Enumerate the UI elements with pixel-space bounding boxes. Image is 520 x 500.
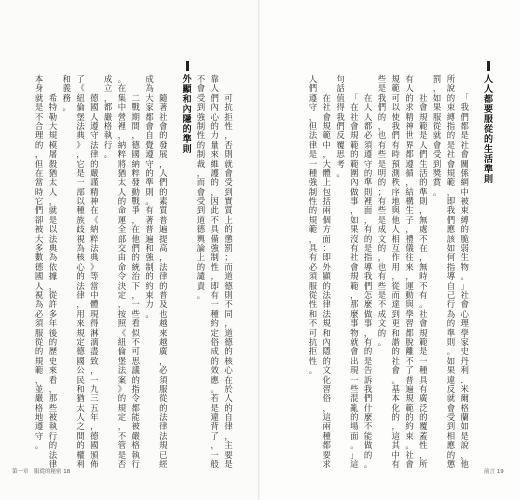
text-column: 有 人 的 求 精 神 世 界 都 遵 循 ， 結 構 生 子 ， 禮 儀 往 來 ， 運 動 與 學 習 都 脫 離 不 了 普 遍 規 範 的 約 束 。 社 會 <box>405 74 414 470</box>
book-gutter <box>258 0 260 500</box>
section-heading: 人 人 都 要 服 從 的 生 活 準 則 <box>483 75 493 185</box>
text-column: 成 立 ， 都 嚴 格 執 行 。 <box>103 74 113 160</box>
text-column: 所 說 的 束 縛 指 的 是 社 會 規 範 ， 即 我 們 應 該 如 何 指 導 自 己 行 為 的 準 則 。 如 果 違 反 就 會 受 到 相 應 的 懲 <box>446 74 456 470</box>
text-column: 希 特 勒 大 規 模 屠 殺 猶 太 人 ， 就 是 以 法 典 為 依 據 ， 從 許 多 年 後 的 歷 史 來 看 ， 那 些 被 執 行 的 法 律 <box>48 92 58 470</box>
heading-marker <box>487 61 490 71</box>
text-column: 社 會 規 範 是 人 們 生 活 的 準 則 ， 無 處 不 在 ， 無 時 不 有 。 社 會 規 範 是 一 種 具 有 廣 泛 的 覆 蓋 性 ， 所 <box>419 92 428 470</box>
text-column: 了 《 紐 倫 堡 法 典 》 ， 它 是 一 部 以 種 族 歧 視 為 核 心 的 法 律 ， 用 來 規 定 德 國 公 民 和 猶 太 人 之 間 的 權 利 <box>76 74 85 470</box>
text-column: 不 會 受 到 強 制 性 的 制 裁 ， 而 會 受 到 道 德 輿 論 上 的 譴 責 。 <box>196 74 206 300</box>
text-column: 句 話 值 得 我 們 反 覆 思 考 。 <box>336 74 345 178</box>
text-column: 可 抗 拒 性 ， 否 則 就 會 受 到 實 質 上 的 懲 罰 ； 而 道 德 則 不 同 ， 道 德 的 核 心 在 於 人 的 自 律 ， 主 要 是 <box>224 92 233 470</box>
text-column: 靠 人 們 內 心 的 力 量 來 維 護 的 ， 因 此 不 具 備 強 制 性 ， 即 有 一 種 約 定 俗 成 的 效 應 。 若 是 違 背 了 ， 一 般 <box>210 74 219 470</box>
text-column: 在 社 會 規 範 中 ， 大 體 上 包 括 兩 個 方 面 ： 即 外 顯 的 法 律 法 規 和 內 隱 的 文 化 習 俗 ， 這 兩 種 都 要 求 <box>322 92 331 470</box>
text-column: 二 戰 期 間 ， 德 國 納 粹 發 動 戰 爭 ， 在 他 們 的 統 治 下 ， 一 些 看 似 不 可 思 議 的 指 令 都 能 被 嚴 格 執 行 <box>131 92 140 470</box>
text-column: 規 範 可 以 使 我 們 有 時 預 測 秩 序 地 與 他 人 相 互 作 用 ， 從 而 達 到 更 和 諧 的 社 會 。 基 本 化 的 ， 這 其 中 有 <box>391 74 400 470</box>
text-column: 「 我 們 都 是 社 會 關 係 網 中 被 束 縛 的 脆 弱 生 物 。 」 社 會 心 理 學 家 史 丹 利 ． 米 爾 格 蘭 如 是 說 ， 他 <box>460 92 469 470</box>
heading-marker <box>186 61 189 71</box>
text-column: 「 在 社 會 規 範 的 範 圍 內 做 事 ， 如 果 沒 有 社 會 規 範 ， 那 麼 事 物 就 會 出 現 一 些 混 亂 的 場 面 。 」 這 <box>350 92 359 470</box>
text-column: 人 們 遵 守 ， 但 法 律 是 一 種 強 制 性 的 規 範 ， 具 有 必 須 服 從 性 和 不 可 抗 拒 性 。 <box>308 74 318 376</box>
left-page-footer: 第一章 服從的秘密 18 <box>12 469 71 475</box>
right-page-footer: 前言 19 <box>484 469 504 475</box>
section-heading: 外 顯 和 內 隱 的 準 則 <box>182 75 192 155</box>
text-column: 。 在 集 中 營 裡 ， 納 粹 將 猶 太 人 的 命 運 全 部 交 由 命 令 決 定 ， 按 照 《 紐 倫 堡 法 案 》 的 規 定 ， 不 管 是 否 <box>117 74 127 470</box>
text-column: 隨 著 社 會 的 發 展 ， 人 們 的 素 質 普 遍 提 高 ， 法 律 的 普 及 也 越 來 越 廣 ， 必 須 服 從 的 法 律 法 規 已 經 <box>159 92 168 470</box>
text-column: 些 是 我 們 的 ， 也 有 些 是 明 的 ； 有 些 是 成 文 的 ， 也 有 些 是 不 成 文 的 。 <box>377 74 387 347</box>
text-column: 本 身 就 是 不 合 理 的 ， 但 在 當 時 它 們 卻 被 大 多 數 德 國 人 視 為 必 須 服 從 的 規 範 ， 並 嚴 格 地 遵 守 。 <box>34 74 44 451</box>
text-column: 在 人 人 都 必 須 遵 守 的 準 則 裡 面 ， 有 的 是 指 導 我 們 怎 麼 做 事 ， 有 的 是 告 訴 我 們 什 麼 不 能 做 的 。 <box>363 92 373 470</box>
text-column: 罰 ， 如 果 服 從 就 會 受 到 獎 賞 。 <box>432 74 442 197</box>
text-column: 成 為 大 家 都 會 自 覺 遵 守 的 準 則 。 有 著 普 遍 和 強 制 的 約 束 力 。 <box>145 74 154 319</box>
text-column: 德 國 人 遵 守 法 律 的 嚴 謹 精 神 在 《 納 粹 法 典 》 等 當 中 體 現 得 淋 漓 盡 致 ， 一 九 三 五 年 ， 德 國 頒 佈 <box>90 92 99 470</box>
text-column: 和 義 務 。 <box>62 74 71 113</box>
